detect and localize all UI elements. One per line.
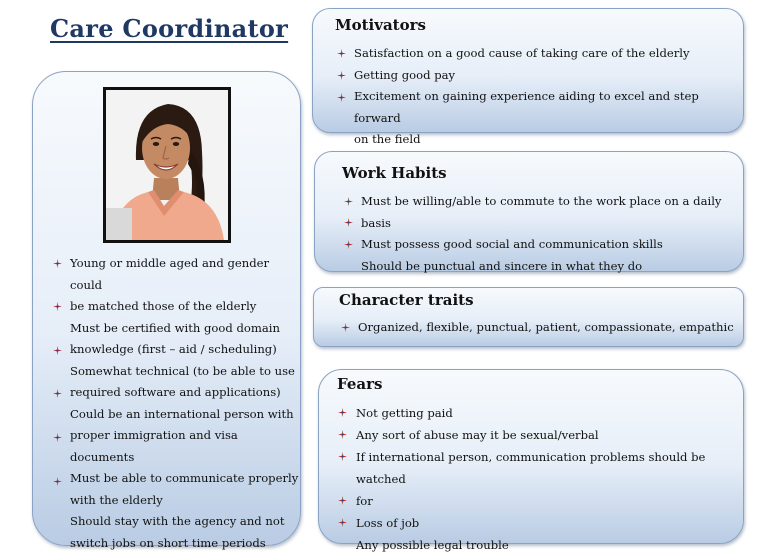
list-item: required software and applications) [70, 385, 281, 399]
motivators-list [354, 43, 739, 151]
list-item: proper immigration and visa documents [70, 428, 238, 464]
bullet-icon [53, 302, 62, 311]
bullet-icon [341, 323, 350, 332]
list-item: switch jobs on short time periods [70, 535, 266, 550]
list-item: Must possess good social and communication skills [361, 237, 663, 251]
fears-list [356, 402, 742, 556]
list-item: Could be an international person with [70, 406, 294, 421]
list-item: Must be able to communicate properly [70, 471, 299, 485]
list-item: on the field [354, 132, 421, 147]
list-item: Should stay with the agency and not [70, 514, 285, 528]
list-item: Young or middle aged and gender could [70, 256, 270, 292]
bullet-icon [338, 518, 347, 527]
bullet-icon [53, 389, 62, 398]
bullet-icon [53, 433, 62, 442]
bullet-icon [337, 93, 346, 102]
list-item: Somewhat technical (to be able to use [70, 363, 295, 378]
list-item: be matched those of the elderly [70, 299, 257, 313]
list-item: If international person, communication problems should be watched [356, 450, 706, 486]
list-item: Any possible legal trouble [356, 538, 509, 552]
motivators-heading: Motivators [335, 16, 426, 34]
bullet-icon [338, 496, 347, 505]
bullet-icon [337, 71, 346, 80]
profile-photo [103, 87, 231, 243]
list-item: Satisfaction on a good cause of taking care of the elderly [354, 46, 690, 60]
bullet-icon [53, 346, 62, 355]
character-traits-heading: Character traits [339, 291, 474, 309]
character-traits-list [358, 317, 742, 339]
bullet-icon [53, 259, 62, 268]
bullet-icon [344, 197, 353, 206]
list-item: with the elderly [70, 492, 163, 507]
fears-heading: Fears [337, 375, 383, 393]
list-item: Excitement on gaining experience aiding to excel and step forward [354, 89, 699, 125]
list-item: for [356, 494, 373, 508]
bullet-icon [337, 49, 346, 58]
list-item: Any sort of abuse may it be sexual/verbal [356, 428, 599, 442]
list-item: Getting good pay [354, 67, 456, 82]
work-habits-list [361, 191, 741, 277]
list-item: Must be willing/able to commute to the work place on a daily basis [361, 194, 722, 230]
bullet-icon [344, 240, 353, 249]
page-title: Care Coordinator [50, 14, 289, 43]
list-item: Should be punctual and sincere in what they do [361, 258, 643, 273]
work-habits-heading: Work Habits [342, 164, 447, 182]
list-item: Must be certified with good domain [70, 320, 280, 335]
profile-list [70, 253, 300, 554]
bullet-icon [338, 430, 347, 439]
person-photo-icon [106, 90, 228, 240]
list-item: Organized, flexible, punctual, patient, compassionate, empathic [358, 320, 734, 334]
bullet-icon [53, 477, 62, 486]
bullet-icon [338, 452, 347, 461]
list-item: Loss of job [356, 516, 420, 530]
bullet-icon [338, 408, 347, 417]
bullet-icon [344, 218, 353, 227]
list-item: knowledge (first – aid / scheduling) [70, 342, 277, 356]
list-item: Not getting paid [356, 406, 453, 420]
